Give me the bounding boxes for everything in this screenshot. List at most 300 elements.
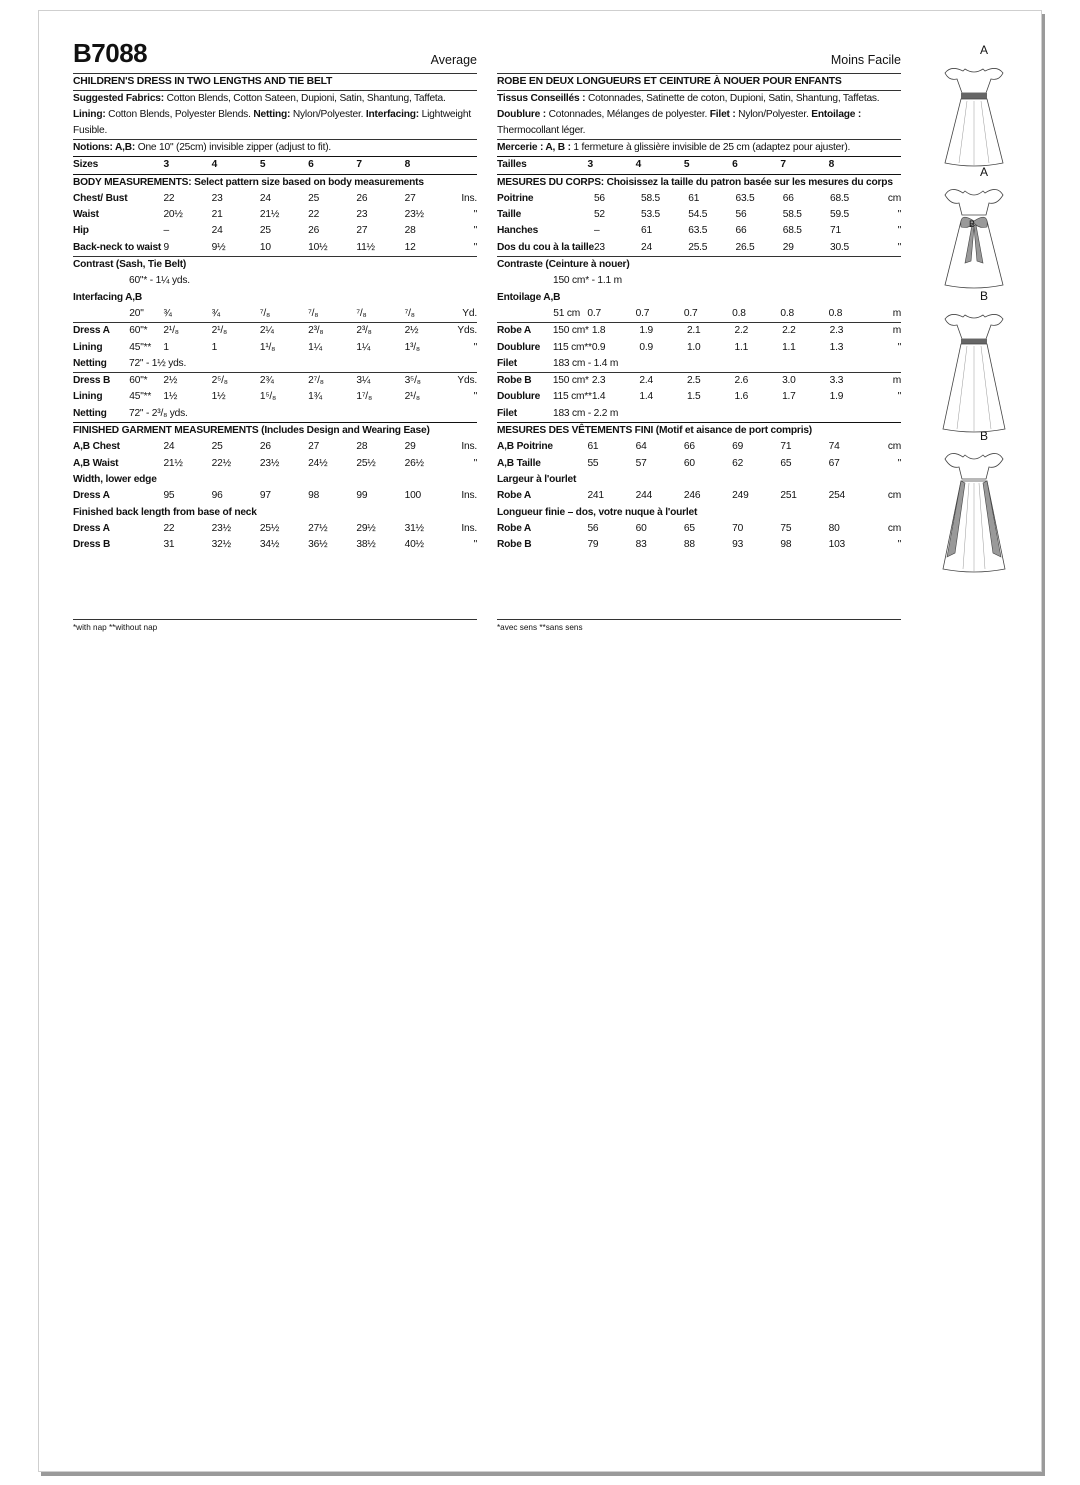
netting-label: Filet :	[709, 109, 736, 121]
size-value: 69	[732, 441, 744, 453]
fabric-width: 150 cm*	[552, 325, 589, 337]
unit: Ins.	[461, 490, 477, 502]
size-value: ¾	[163, 307, 172, 319]
size-value: 1¼	[308, 341, 322, 353]
size-value: 68.5	[782, 225, 802, 237]
netting-text: Nylon/Polyester.	[290, 109, 366, 121]
size-value: 1¾	[308, 391, 322, 403]
length-title: Finished back length from base of neck	[73, 506, 257, 518]
size-value: 1.9	[829, 391, 844, 403]
size-value: 65	[780, 457, 792, 469]
netting-text: Nylon/Polyester.	[735, 109, 812, 121]
size-value: 29	[782, 241, 794, 253]
notions-text: One 10" (25cm) invisible zipper (adjust to fit).	[135, 142, 332, 154]
unit: "	[473, 457, 477, 469]
measurement-table	[73, 373, 477, 406]
unit: "	[897, 457, 901, 469]
size-value: 67	[828, 457, 840, 469]
table-row	[497, 223, 901, 239]
size-value: 2½	[163, 375, 178, 387]
measurement-table	[73, 439, 477, 472]
size-value: 97	[259, 490, 271, 502]
measurement-table	[73, 306, 477, 322]
size-value: 1.3	[829, 341, 844, 353]
size-value: 2³/₈	[308, 325, 324, 337]
table-row	[497, 323, 901, 339]
size-value: 52	[593, 209, 605, 221]
measurement-table	[497, 191, 901, 256]
body-measurements-title: BODY MEASUREMENTS: Select pattern size based on body measurements	[73, 174, 477, 191]
row-label: Hip	[73, 225, 89, 237]
size-value: 99	[356, 490, 368, 502]
size-value: 0.8	[828, 307, 843, 319]
size-value: 38½	[356, 539, 376, 551]
unit: cm	[887, 192, 901, 204]
english-body	[73, 73, 477, 553]
row-label: Poitrine	[497, 192, 534, 204]
size-value: 2.3	[591, 375, 606, 387]
size-value: 24	[211, 225, 223, 237]
row-label: Dress B	[73, 375, 111, 387]
row-label: A,B Waist	[73, 457, 119, 469]
table-row	[73, 439, 477, 455]
size-value: 1¹/₈	[259, 341, 276, 353]
unit: cm	[887, 441, 901, 453]
size-header: 8	[828, 159, 835, 171]
finished-measurements-title: MESURES DES VÊTEMENTS FINI (Motif et aisance de port compris)	[497, 422, 901, 439]
size-value: 0.8	[780, 307, 794, 319]
size-value: 70	[732, 522, 744, 534]
table-row	[497, 240, 901, 256]
size-value: 25.5	[688, 241, 708, 253]
row-label: Lining	[73, 341, 103, 353]
size-value: 1.4	[639, 391, 653, 403]
unit: Ins.	[461, 441, 477, 453]
size-value: 0.8	[732, 307, 746, 319]
size-value: 57	[635, 457, 647, 469]
size-value: 23	[211, 192, 223, 204]
measurement-table	[497, 157, 901, 173]
table-row	[497, 439, 901, 455]
size-value: 23½	[404, 209, 424, 221]
size-value: 1½	[211, 391, 226, 403]
size-value: 26	[259, 441, 271, 453]
suggested-fabrics	[73, 90, 477, 139]
size-value: 10	[259, 241, 271, 253]
row-label: Robe A	[497, 490, 532, 502]
size-value: 63.5	[688, 225, 708, 237]
table-row	[497, 488, 901, 504]
measurement-table	[73, 323, 477, 356]
size-value: 0.7	[587, 307, 601, 319]
size-value: 88	[683, 539, 695, 551]
row-label: A,B Poitrine	[497, 441, 553, 453]
size-value: 246	[683, 490, 701, 502]
size-value: 1½	[163, 391, 178, 403]
unit: m	[892, 307, 901, 319]
row-label: Robe B	[497, 375, 532, 387]
notions-text: 1 fermeture à glissière invisible de 25 cm (adaptez pour ajuster).	[570, 142, 851, 154]
size-value: 31	[163, 539, 175, 551]
size-value: 30.5	[829, 241, 850, 253]
size-value: 65	[683, 522, 695, 534]
size-header: 6	[732, 159, 738, 171]
size-header: 5	[683, 159, 690, 171]
size-value: 22½	[211, 457, 231, 469]
view-label: A	[979, 165, 988, 179]
size-value: 68.5	[829, 192, 850, 204]
table-row	[73, 207, 477, 223]
pattern-number: B7088	[73, 38, 148, 68]
fabric-width: 20"	[129, 307, 144, 319]
table-row	[73, 340, 477, 356]
size-value: 2¾	[259, 375, 274, 387]
fabric-width: 45"**	[129, 341, 152, 353]
size-value: 56	[735, 209, 747, 221]
size-header: 4	[635, 159, 642, 171]
size-value: 11½	[356, 241, 375, 253]
size-value: 1.5	[686, 391, 701, 403]
size-value: 66	[683, 441, 695, 453]
size-value: 20½	[163, 209, 183, 221]
netting-label: Netting	[73, 407, 107, 419]
netting-a	[73, 356, 477, 372]
table-row	[73, 521, 477, 537]
fabrics-label: Tissus Conseillés :	[497, 93, 586, 105]
unit: Ins.	[461, 522, 477, 534]
size-value: 244	[635, 490, 653, 502]
measurement-table	[73, 191, 477, 256]
size-value: 23½	[211, 522, 231, 534]
netting-b	[73, 406, 477, 422]
skill-level-fr: Moins Facile	[830, 53, 901, 67]
size-value: 0.7	[635, 307, 650, 319]
size-value: 79	[587, 539, 599, 551]
measurement-table	[73, 157, 477, 173]
notions	[73, 139, 477, 156]
unit: "	[897, 391, 901, 403]
size-value: 61	[640, 225, 652, 237]
interfacing-text: Thermocollant léger.	[497, 125, 586, 137]
size-value: 3.0	[782, 375, 796, 387]
size-value: 25	[308, 192, 320, 204]
size-value: 24	[640, 241, 652, 253]
unit: cm	[887, 490, 901, 502]
fabric-width: 115 cm**	[552, 391, 592, 403]
unit: Yds.	[457, 375, 477, 387]
size-value: 2⁵/₈	[211, 375, 228, 387]
netting-a	[497, 356, 901, 372]
size-value: 1.7	[782, 391, 796, 403]
table-row	[73, 537, 477, 553]
row-label: A,B Taille	[497, 457, 541, 469]
size-header: 3	[163, 159, 169, 171]
size-value: 23	[593, 241, 605, 253]
size-value: 3⁵/₈	[404, 375, 421, 387]
measurement-table	[497, 439, 901, 472]
table-row	[497, 456, 901, 472]
size-value: 24½	[308, 457, 328, 469]
table-row	[497, 389, 901, 405]
size-value: 21½	[259, 209, 280, 221]
size-value: ⁷/₈	[404, 307, 415, 319]
size-value: 74	[828, 441, 840, 453]
measurement-table	[497, 323, 901, 356]
table-row	[73, 223, 477, 239]
sizes-header-row	[497, 157, 901, 173]
size-value: 66	[782, 192, 794, 204]
notions	[497, 139, 901, 156]
size-header: 7	[780, 159, 786, 171]
netting-label: Filet	[497, 407, 517, 419]
size-value: 71	[829, 225, 841, 237]
size-value: 3.3	[829, 375, 844, 387]
size-value: 251	[780, 490, 797, 502]
size-value: 24	[163, 441, 175, 453]
size-value: 1.0	[686, 341, 701, 353]
fabrics-text: Cotonnades, Satinette de coton, Dupioni, Satin, Shantung, Taffetas.	[585, 93, 880, 105]
size-value: 1¼	[356, 341, 371, 353]
size-value: 24	[259, 192, 271, 204]
size-value: 2¹/₈	[211, 325, 227, 337]
size-value: 60	[635, 522, 647, 534]
size-value: 63.5	[735, 192, 755, 204]
size-value: 32½	[211, 539, 231, 551]
size-value: –	[163, 225, 169, 237]
size-value: 2³/₈	[356, 325, 372, 337]
size-header: 5	[259, 159, 266, 171]
width-title: Largeur à l'ourlet	[497, 473, 577, 485]
size-value: 25	[211, 441, 223, 453]
table-row	[497, 340, 901, 356]
size-header: 8	[404, 159, 411, 171]
french-body	[497, 73, 901, 553]
size-value: 1.6	[734, 391, 749, 403]
fabric-width: 45"**	[129, 391, 152, 403]
size-value: 93	[732, 539, 744, 551]
suggested-fabrics	[497, 90, 901, 139]
size-value: 61	[587, 441, 599, 453]
unit: Yd.	[462, 307, 477, 319]
size-value: 0.9	[591, 341, 606, 353]
dress-a-front-illustration	[929, 45, 1039, 165]
size-value: 27	[308, 441, 320, 453]
sizes-header-row	[73, 157, 477, 173]
size-value: 96	[211, 490, 223, 502]
size-value: 10½	[308, 241, 328, 253]
size-value: ⁷/₈	[308, 307, 319, 319]
size-value: 21½	[163, 457, 183, 469]
contrast-yardage: 60"* - 1¼ yds.	[129, 275, 190, 287]
unit: "	[897, 341, 901, 353]
fabrics-label: Suggested Fabrics:	[73, 93, 164, 105]
unit: "	[897, 539, 901, 551]
size-value: 2¹/₈	[404, 391, 420, 403]
row-label: Dress A	[73, 490, 110, 502]
table-row	[73, 373, 477, 389]
size-value: 71	[780, 441, 792, 453]
table-row	[497, 373, 901, 389]
view-label: A	[979, 43, 988, 57]
row-label: Dress B	[73, 539, 111, 551]
size-value: 58.5	[782, 209, 802, 221]
size-value: 40½	[404, 539, 424, 551]
size-value: 100	[404, 490, 422, 502]
unit: m	[892, 325, 901, 337]
notions-label: Mercerie : A, B :	[497, 142, 571, 154]
skill-level: Average	[430, 53, 477, 67]
size-value: 27	[404, 192, 416, 204]
size-value: 53.5	[640, 209, 661, 221]
interfacing-title: Interfacing A,B	[73, 291, 143, 303]
size-value: 1.4	[591, 391, 606, 403]
size-value: 26	[308, 225, 320, 237]
size-value: 2.2	[782, 325, 796, 337]
row-label: Doublure	[497, 391, 541, 403]
bow-label: B	[969, 219, 976, 229]
unit: "	[473, 225, 477, 237]
lining-text: Cotton Blends, Polyester Blends.	[105, 109, 254, 121]
measurement-table	[73, 521, 477, 554]
size-value: 2¼	[259, 325, 274, 337]
size-value: 25	[259, 225, 271, 237]
view-label: B	[979, 429, 988, 443]
size-value: 80	[828, 522, 840, 534]
unit: cm	[887, 522, 901, 534]
unit: "	[897, 225, 901, 237]
size-value: 60	[683, 457, 695, 469]
size-value: 2.3	[829, 325, 844, 337]
size-value: 27	[356, 225, 368, 237]
row-label: Dos du cou à la taille	[497, 241, 594, 253]
size-header: 7	[356, 159, 362, 171]
size-value: 26	[356, 192, 368, 204]
size-value: 62	[732, 457, 744, 469]
interfacing-label: Interfacing:	[365, 109, 419, 121]
table-row	[497, 191, 901, 207]
size-value: 1³/₈	[404, 341, 420, 353]
size-value: 9½	[211, 241, 226, 253]
table-row	[73, 240, 477, 256]
size-value: 2.1	[686, 325, 701, 337]
netting-yardage: 183 cm - 2.2 m	[553, 407, 619, 419]
row-label: Robe A	[497, 522, 532, 534]
unit: m	[892, 375, 901, 387]
row-label: Chest/ Bust	[73, 192, 128, 204]
size-value: 1.8	[591, 325, 606, 337]
size-header: 3	[587, 159, 593, 171]
finished-measurements-title: FINISHED GARMENT MEASUREMENTS (Includes Design and Wearing Ease)	[73, 422, 477, 439]
row-label: Doublure	[497, 341, 541, 353]
fabric-width: 51 cm	[553, 307, 581, 319]
contrast-yardage: 150 cm* - 1.1 m	[553, 275, 622, 287]
size-value: 56	[593, 192, 605, 204]
interfacing-title: Entoilage A,B	[497, 291, 561, 303]
sizes-label: Tailles	[497, 159, 527, 171]
pattern-envelope-back	[38, 10, 1042, 1472]
size-value: 9	[163, 241, 169, 253]
size-value: 66	[735, 225, 747, 237]
size-value: 23½	[259, 457, 280, 469]
table-row	[73, 306, 477, 322]
table-row	[73, 323, 477, 339]
table-row	[73, 456, 477, 472]
dress-b-back-illustration	[929, 431, 1039, 551]
lining-label: Doublure :	[497, 109, 546, 121]
size-value: 12	[404, 241, 416, 253]
size-value: 2.2	[734, 325, 749, 337]
unit: "	[473, 539, 477, 551]
size-value: 59.5	[829, 209, 850, 221]
size-value: 1	[211, 341, 218, 353]
size-value: 1⁵/₈	[259, 391, 277, 403]
netting-yardage: 72" - 1½ yds.	[129, 357, 187, 369]
measurement-table	[497, 306, 901, 322]
size-value: 36½	[308, 539, 328, 551]
unit: Yds.	[457, 325, 477, 337]
size-value: 58.5	[640, 192, 661, 204]
width-title: Width, lower edge	[73, 473, 157, 485]
size-value: 254	[828, 490, 846, 502]
pattern-title: CHILDREN'S DRESS IN TWO LENGTHS AND TIE BELT	[73, 73, 477, 90]
footnote: *avec sens **sans sens	[497, 619, 901, 632]
size-value: 31½	[404, 522, 424, 534]
dress-a-back-illustration	[929, 167, 1039, 287]
measurement-table	[497, 488, 901, 504]
size-value: 56	[587, 522, 599, 534]
unit: "	[473, 391, 477, 403]
size-header: 6	[308, 159, 314, 171]
table-row	[497, 537, 901, 553]
measurement-table	[73, 488, 477, 504]
size-value: 2¹/₈	[163, 325, 179, 337]
size-value: 1	[163, 341, 169, 353]
table-row	[73, 191, 477, 207]
unit: "	[897, 209, 901, 221]
pattern-title: ROBE EN DEUX LONGUEURS ET CEINTURE À NOUER POUR ENFANTS	[497, 73, 901, 90]
size-value: ⁷/₈	[356, 307, 367, 319]
size-value: 2⁷/₈	[308, 375, 324, 387]
table-row	[73, 389, 477, 405]
size-value: 1.9	[639, 325, 653, 337]
fabric-width: 60"*	[129, 375, 148, 387]
length-title: Longueur finie – dos, votre nuque à l'ourlet	[497, 506, 698, 518]
row-label: Hanches	[497, 225, 539, 237]
size-value: 0.7	[683, 307, 698, 319]
size-value: ¾	[211, 307, 220, 319]
table-row	[497, 521, 901, 537]
size-header: 4	[211, 159, 218, 171]
view-label: B	[979, 289, 988, 303]
size-value: 249	[732, 490, 749, 502]
size-value: 0.9	[639, 341, 653, 353]
measurement-table	[497, 521, 901, 554]
fabric-width: 115 cm**	[552, 341, 592, 353]
size-value: 22	[163, 522, 175, 534]
size-value: 29	[404, 441, 416, 453]
footnote: *with nap **without nap	[73, 619, 477, 632]
size-value: 26.5	[735, 241, 755, 253]
lining-text: Cotonnades, Mélanges de polyester.	[545, 109, 710, 121]
netting-label: Netting	[73, 357, 107, 369]
interfacing-label: Entoilage :	[811, 109, 862, 121]
size-value: 27½	[308, 522, 328, 534]
size-value: 25½	[356, 457, 376, 469]
interfacing-text: Lightweight Fusible.	[73, 109, 471, 137]
size-value: 95	[163, 490, 175, 502]
dress-b-front-illustration	[929, 291, 1039, 411]
size-value: 1.1	[734, 341, 749, 353]
